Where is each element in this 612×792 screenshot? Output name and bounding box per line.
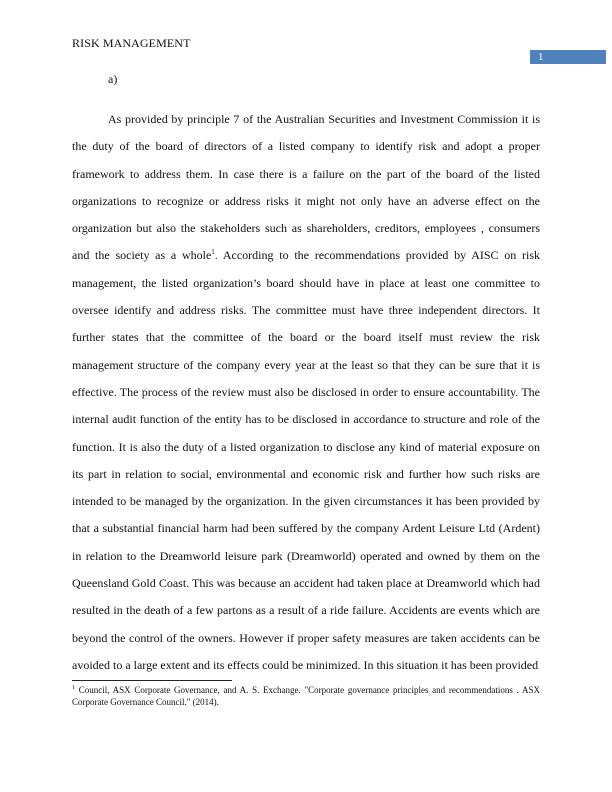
body-paragraph [72,106,540,679]
footnote-text: Council, ASX Corporate Governance, and A. S. Exchange. "Corporate governance principles and recommendations . ASX Corporate Governance Council." (2014). [72,685,540,707]
footnote-separator [72,680,232,681]
paragraph-text-part-1: As provided by principle 7 of the Australian Securities and Investment Commission it is the duty of the board of directors of a listed company to identify risk and adopt a proper framework to address them. In case there is a failure on the part of the board of the listed organizations to recognize or address risks it might not only have an adverse effect on the organization but also the stakeholders such as shareholders, creditors, employees , consumers and the society as a whole [72,112,540,263]
page-number-badge: 1 [530,50,606,64]
paragraph-text-part-2: . According to the recommendations provided by AISC on risk management, the listed organization’s board should have in place at least one committee to oversee identify and address risks. The committee must have three independent directors. It further states that the committee of the board or the board itself must review the risk management structure of the company every year at the least so that they can be sure that it is effective. The process of the review must also be disclosed in order to ensure accountability. The internal audit function of the entity has to be disclosed in accordance to structure and role of the function. It is also the duty of a listed organization to disclose any kind of material exposure on its part in relation to social, environmental and economic risk and further how such risks are intended to be managed by the organization. In the given circumstances it has been provided by that a substantial financial harm had been suffered by the company Ardent Leisure Ltd (Ardent) in relation to the Dreamworld leisure park (Dreamworld) operated and owned by them on the Queensland Gold Coast. This was because an accident had taken place at Dreamworld which had resulted in the death of a few partons as a result of a ride failure. Accidents are events which are beyond the control of the owners. However if proper safety measures are taken accidents can be avoided to a large extent and its effects could be minimized. In this situation it has been provided [72,248,541,672]
footnote-mark: 1 [72,685,75,691]
section-label: a) [108,72,118,86]
body-text [72,106,540,679]
running-header: RISK MANAGEMENT [72,36,191,50]
footnote-reference[interactable]: 1 [211,248,215,257]
footnote [72,684,540,708]
